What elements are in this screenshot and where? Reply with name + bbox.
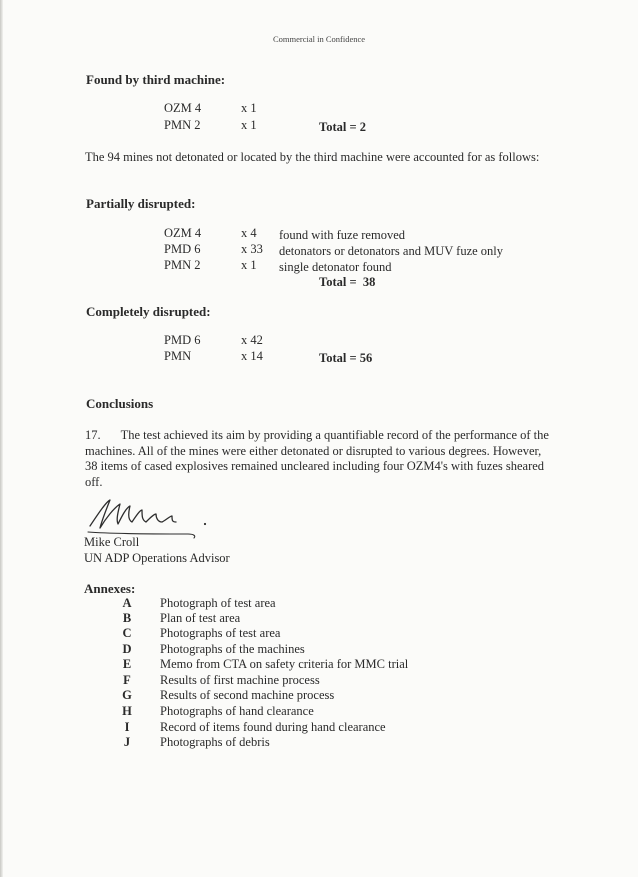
completely-heading: Completely disrupted: [86, 304, 211, 319]
annex-letter: A [122, 596, 132, 610]
third-machine-heading: Found by third machine: [86, 72, 226, 87]
conclusions-heading: Conclusions [86, 396, 154, 411]
partially-note: single detonator found [279, 260, 392, 274]
partially-type: OZM 4 [164, 226, 202, 240]
partially-count: x 1 [241, 258, 257, 272]
confidentiality-header: Commercial in Confidence [272, 34, 366, 44]
annex-text: Photographs of hand clearance [160, 704, 314, 718]
scan-edge [0, 0, 3, 877]
partially-count: x 4 [241, 226, 257, 240]
annex-text: Results of first machine process [160, 673, 320, 687]
annex-letter: D [122, 642, 132, 656]
completely-count: x 14 [241, 349, 263, 363]
annex-letter: E [122, 657, 132, 671]
accounted-paragraph: The 94 mines not detonated or located by the third machine were accounted for as follows: [85, 150, 540, 164]
partially-total: Total = 38 [319, 275, 376, 289]
completely-count: x 42 [241, 333, 263, 347]
partially-count: x 33 [241, 242, 263, 256]
partially-note: detonators or detonators and MUV fuze only [279, 244, 504, 258]
annex-text: Photographs of the machines [160, 642, 305, 656]
annex-text: Results of second machine process [160, 688, 335, 702]
completely-total: Total = 56 [319, 351, 373, 365]
partially-note: found with fuze removed [279, 228, 406, 242]
annex-text: Photographs of test area [160, 626, 281, 640]
signatory-title: UN ADP Operations Advisor [84, 551, 230, 565]
annex-text: Photographs of debris [160, 735, 270, 749]
completely-type: PMN [164, 349, 192, 363]
signatory-name: Mike Croll [84, 535, 140, 549]
third-machine-type: OZM 4 [164, 101, 202, 115]
annex-text: Photograph of test area [160, 596, 276, 610]
partially-heading: Partially disrupted: [86, 196, 196, 211]
third-machine-count: x 1 [241, 118, 257, 132]
annex-text: Memo from CTA on safety criteria for MMC trial [160, 657, 409, 671]
third-machine-total: Total = 2 [319, 120, 366, 134]
annex-letter: I [124, 720, 130, 734]
annex-letter: B [122, 611, 132, 625]
annex-letter: J [123, 735, 131, 749]
partially-type: PMN 2 [164, 258, 201, 272]
third-machine-type: PMN 2 [164, 118, 201, 132]
paragraph-number: 17. [85, 428, 101, 442]
annex-letter: C [122, 626, 132, 640]
annex-text: Record of items found during hand clearance [160, 720, 386, 734]
annex-letter: G [122, 688, 132, 702]
partially-type: PMD 6 [164, 242, 201, 256]
conclusions-paragraph [85, 428, 555, 490]
third-machine-count: x 1 [241, 101, 257, 115]
annexes-heading: Annexes: [84, 581, 136, 596]
annex-letter: H [122, 704, 132, 718]
annex-letter: F [123, 673, 131, 687]
annex-text: Plan of test area [160, 611, 241, 625]
conclusions-text: The test achieved its aim by providing a quantifiable record of the performance of the machines. All of the mines were either detonated or disrupted to various degrees. However, 38 items of cased explosives remained uncleared including four OZM4's with fuzes sheared off. [85, 428, 549, 489]
completely-type: PMD 6 [164, 333, 201, 347]
